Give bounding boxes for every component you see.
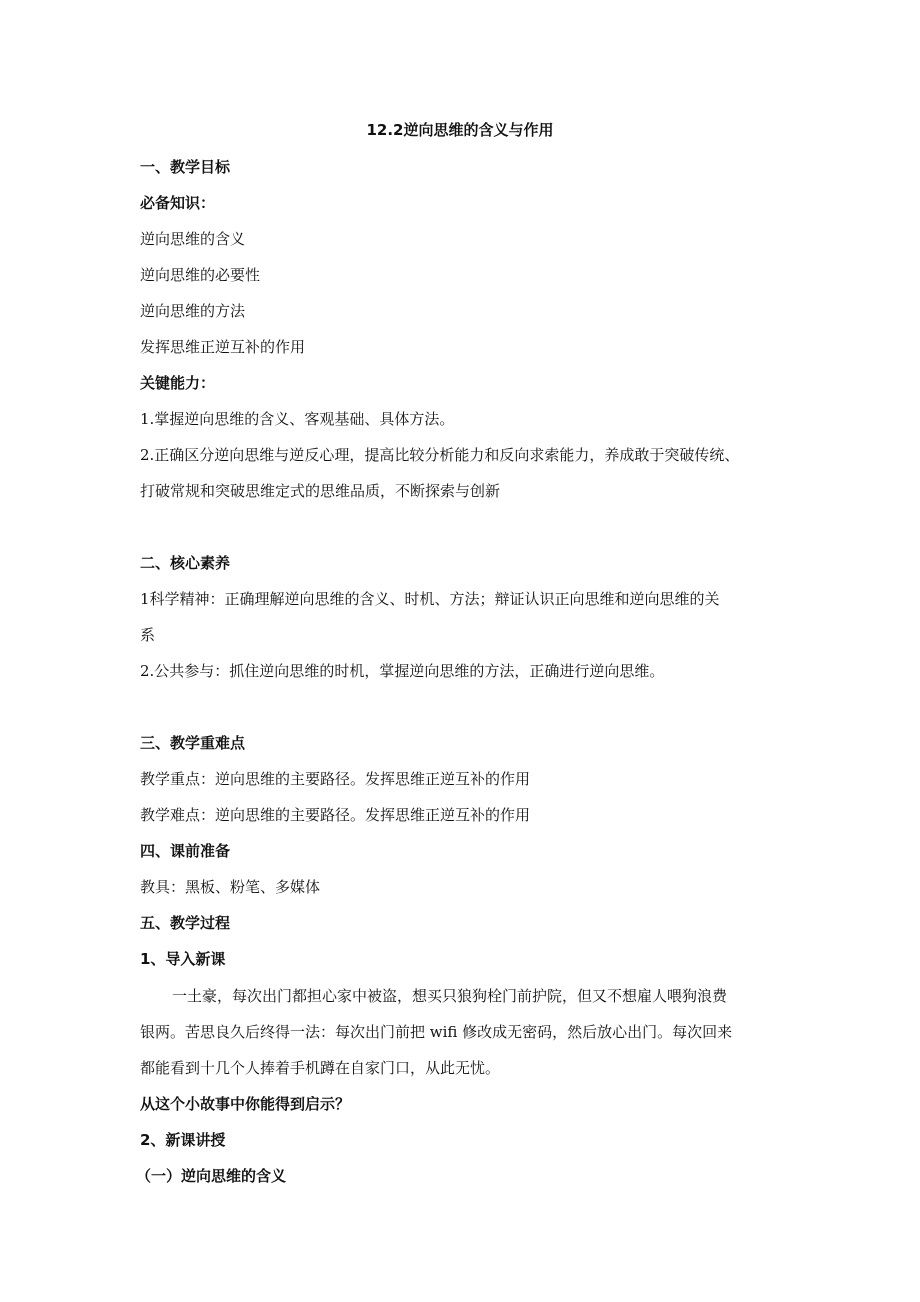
subheading-introduction: 1、导入新课 [140,950,226,968]
subheading-meaning: （一）逆向思维的含义 [136,1167,287,1185]
knowledge-item: 逆向思维的方法 [140,302,246,320]
core-literacy-line: 2.公共参与：抓住逆向思维的时机，掌握逆向思维的方法，正确进行逆向思维。 [140,662,665,680]
knowledge-heading: 必备知识： [140,194,216,212]
ability-heading: 关键能力： [140,374,216,392]
ability-item: 2.正确区分逆向思维与逆反心理，提高比较分析能力和反向求索能力，养成敢于突破传统、 [140,446,740,464]
section-heading-teaching-goals: 一、教学目标 [140,158,231,176]
section-heading-key-points: 三、教学重难点 [140,734,246,752]
story-line: 银两。苦思良久后终得一法：每次出门前把 wifi 修改成无密码，然后放心出门。每次回来 [140,1023,733,1041]
key-point-line: 教学重点：逆向思维的主要路径。发挥思维正逆互补的作用 [140,770,531,788]
section-heading-core-literacy: 二、核心素养 [140,554,231,572]
knowledge-item: 发挥思维正逆互补的作用 [140,338,306,356]
section-heading-preparation: 四、课前准备 [140,842,231,860]
story-line: 都能看到十几个人捧着手机蹲在自家门口，从此无忧。 [140,1059,501,1077]
story-line: 一土豪，每次出门都担心家中被盗，想买只狼狗栓门前护院，但又不想雇人喂狗浪费 [172,987,728,1005]
subheading-new-lesson: 2、新课讲授 [140,1131,226,1149]
difficult-point-line: 教学难点：逆向思维的主要路径。发挥思维正逆互补的作用 [140,806,531,824]
document-title: 12.2逆向思维的含义与作用 [366,121,554,139]
ability-item-continued: 打破常规和突破思维定式的思维品质，不断探索与创新 [140,482,501,500]
section-heading-teaching-process: 五、教学过程 [140,914,231,932]
knowledge-item: 逆向思维的必要性 [140,266,261,284]
core-literacy-line-continued: 系 [140,626,156,644]
preparation-line: 教具：黑板、粉笔、多媒体 [140,878,321,896]
knowledge-item: 逆向思维的含义 [140,230,246,248]
ability-item: 1.掌握逆向思维的含义、客观基础、具体方法。 [140,410,455,428]
story-question: 从这个小故事中你能得到启示？ [140,1095,351,1113]
core-literacy-line: 1科学精神：正确理解逆向思维的含义、时机、方法；辩证认识正向思维和逆向思维的关 [140,590,720,608]
